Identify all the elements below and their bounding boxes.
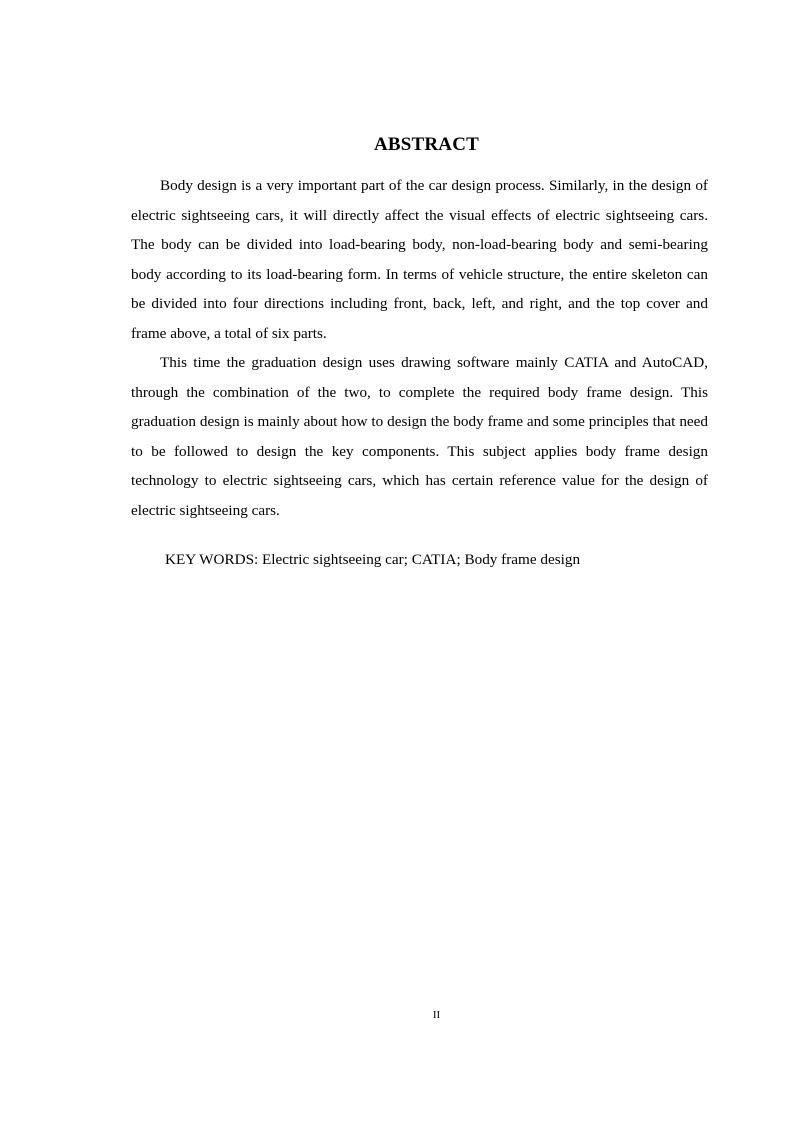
page-title: ABSTRACT [373, 134, 480, 155]
keywords-line: KEY WORDS: Electric sightseeing car; CATIA; Body frame design [165, 551, 581, 568]
page-number: II [432, 1009, 441, 1021]
abstract-paragraph-2: This time the graduation design uses drawing software mainly CATIA and AutoCAD, through the combination of the two, to complete the required body frame design. This graduation design is mainly about how to design the body frame and some principles that need to be followed to design the key components. This subject applies body frame design technology to electric sightseeing cars, which has certain reference value for the design of electric sightseeing cars. [131, 354, 708, 519]
abstract-body [131, 171, 708, 525]
abstract-paragraph-1: Body design is a very important part of the car design process. Similarly, in the design of electric sightseeing cars, it will directly affect the visual effects of electric sightseeing cars. The body can be divided into load-bearing body, non-load-bearing body and semi-bearing body according to its load-bearing form. In terms of vehicle structure, the entire skeleton can be divided into four directions including front, back, left, and right, and the top cover and frame above, a total of six parts. [131, 177, 708, 342]
